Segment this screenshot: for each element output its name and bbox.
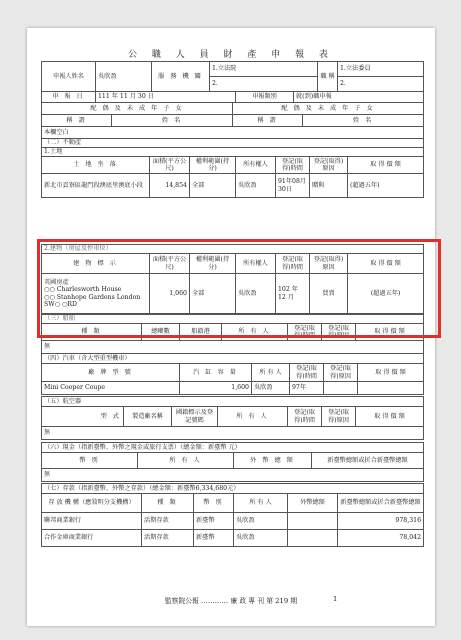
land-col-reason: 登記(取得)原因 bbox=[310, 157, 348, 174]
deposit-foreign bbox=[288, 530, 338, 547]
spouse-col-relation-2: 稱 謂 bbox=[233, 115, 303, 127]
deposits-table bbox=[41, 483, 424, 547]
cash-col-currency: 幣 別 bbox=[42, 453, 138, 469]
spouse-table bbox=[41, 102, 424, 139]
footer-text: 監察院公報 ………… 廉 政 專 刊 第 219 期 bbox=[164, 597, 298, 605]
cash-section: （六）現金（指新臺幣、外幣之現金或旅行支票）（總金額：新臺幣 元） bbox=[42, 443, 424, 453]
vehicles-col-reason: 登記(取得)原因 bbox=[324, 364, 358, 382]
spouse-col-name: 姓 名 bbox=[112, 115, 233, 127]
header-table bbox=[41, 61, 424, 92]
type-label: 申報類別 bbox=[236, 92, 294, 103]
vehicle-owner: 吳欣盈 bbox=[252, 382, 290, 395]
aircraft-col-time: 登記(取得)時間 bbox=[288, 407, 322, 427]
building-col-area: 面積(平方公尺) bbox=[150, 254, 190, 274]
building-section: 2.建物（房屋及停車位） bbox=[42, 245, 424, 254]
aircraft-section: （五）航空器 bbox=[42, 397, 424, 407]
land-location: 新北市貢寮區龍門段澳底里澳底小段 bbox=[42, 174, 150, 198]
land-time: 91年08月30日 bbox=[276, 174, 310, 198]
deposit-foreign bbox=[288, 513, 338, 530]
vessels-table bbox=[41, 314, 424, 354]
vehicle-model: Mini Cooper Coupe bbox=[42, 382, 180, 395]
aircraft-col-owner: 所 有 人 bbox=[218, 407, 288, 427]
vessels-col-type: 種 類 bbox=[42, 324, 142, 341]
vehicles-col-time: 登記(取得)時間 bbox=[290, 364, 324, 382]
land-col-location: 土 地 坐 落 bbox=[42, 157, 150, 174]
deposit-currency: 新臺幣 bbox=[194, 530, 234, 547]
vessels-none: 無 bbox=[42, 341, 424, 354]
vessels-col-owner: 所 有 人 bbox=[222, 324, 288, 341]
vessels-section: （三）船舶 bbox=[42, 315, 424, 324]
declarant-label: 申報人姓名 bbox=[42, 62, 96, 92]
aircraft-none: 無 bbox=[42, 427, 424, 440]
spouse-blank-note: 本欄空白 bbox=[42, 127, 424, 139]
declarant-name: 吳欣盈 bbox=[96, 62, 152, 92]
deposits-section: （七）存款（指新臺幣、外幣之存款）（總金額：新臺幣6,334,680元） bbox=[42, 484, 424, 494]
vessels-col-tonnage: 總噸數 bbox=[142, 324, 180, 341]
building-col-reason: 登記(取得)原因 bbox=[310, 254, 348, 274]
type-value: 就(到)職申報 bbox=[294, 92, 424, 103]
building-line-1: 英國房產 bbox=[44, 278, 69, 286]
vehicle-time: 97年 bbox=[290, 382, 324, 395]
deposit-kind: 活期存款 bbox=[142, 513, 194, 530]
building-col-price: 取 得 價 額 bbox=[348, 254, 424, 274]
building-line-4: SW○ ○RD bbox=[44, 300, 77, 308]
date-label: 申 報 日 bbox=[42, 92, 96, 103]
deposits-col-bank: 存 放 機 構（應敘明分支機構） bbox=[42, 494, 142, 513]
building-line-3: ○○ Stanhope Gardens London bbox=[44, 293, 141, 301]
vehicle-reason bbox=[324, 382, 358, 395]
land-share: 全部 bbox=[190, 174, 236, 198]
page-footer bbox=[27, 595, 435, 605]
title-1: 1.立法委員 bbox=[338, 62, 424, 77]
vessels-col-time: 登記(取得)時間 bbox=[288, 324, 322, 341]
vehicles-col-cc: 汽 缸 容 量 bbox=[180, 364, 252, 382]
deposit-twd: 78,042 bbox=[338, 530, 424, 547]
land-owner: 吳欣盈 bbox=[236, 174, 276, 198]
document-page bbox=[27, 28, 435, 626]
land-col-owner: 所有權人 bbox=[236, 157, 276, 174]
deposits-col-kind: 種 類 bbox=[142, 494, 194, 513]
spouse-title-left: 配 偶 及 未 成 年 子 女 bbox=[42, 103, 233, 115]
building-col-label: 建 物 標 示 bbox=[42, 254, 150, 274]
cash-col-owner: 所 有 人 bbox=[138, 453, 234, 469]
land-col-share: 權利範圍(持分) bbox=[190, 157, 236, 174]
building-time: 102 年 12 月 bbox=[276, 274, 310, 314]
vehicle-price bbox=[358, 382, 424, 395]
land-section: 1.土地 bbox=[42, 148, 424, 157]
land-table bbox=[41, 138, 424, 198]
aircraft-col-type: 型 式 bbox=[42, 407, 124, 427]
spouse-col-relation: 稱 謂 bbox=[42, 115, 112, 127]
date-value: 111 年 11 月 30 日 bbox=[96, 92, 236, 103]
land-col-area: 面積(平方公尺) bbox=[150, 157, 190, 174]
building-owner: 吳欣盈 bbox=[236, 274, 276, 314]
building-line-2: ○○ Charlesworth House bbox=[44, 286, 122, 294]
vessels-col-port: 船籍港 bbox=[180, 324, 222, 341]
aircraft-col-price: 取 得 價 額 bbox=[356, 407, 424, 427]
agency-2: 2. bbox=[210, 77, 318, 92]
deposit-currency: 新臺幣 bbox=[194, 513, 234, 530]
building-share: 全部 bbox=[190, 274, 236, 314]
deposit-twd: 978,316 bbox=[338, 513, 424, 530]
land-price: (超過五年) bbox=[348, 174, 424, 198]
building-col-time: 登記(取得)時間 bbox=[276, 254, 310, 274]
land-col-price: 取 得 價 額 bbox=[348, 157, 424, 174]
table-row bbox=[42, 530, 424, 547]
deposit-kind: 活期存款 bbox=[142, 530, 194, 547]
vehicle-cc: 1,600 bbox=[180, 382, 252, 395]
vehicles-col-price: 取 得 價 額 bbox=[358, 364, 424, 382]
deposit-bank: 聯邦商業銀行 bbox=[42, 513, 142, 530]
table-row bbox=[42, 513, 424, 530]
building-col-share: 權利範圍(持分) bbox=[190, 254, 236, 274]
deposits-col-foreign: 外幣總額 bbox=[288, 494, 338, 513]
aircraft-col-reason: 登記(取得)原因 bbox=[322, 407, 356, 427]
vehicles-col-owner: 所 有 人 bbox=[252, 364, 290, 382]
aircraft-col-reg: 國籍標示及登記號碼 bbox=[172, 407, 218, 427]
cash-none: 無 bbox=[42, 469, 424, 482]
deposits-col-owner: 所 有 人 bbox=[234, 494, 288, 513]
vehicles-section: （四）汽車（含大型重型機車） bbox=[42, 354, 424, 364]
title-label: 職 稱 bbox=[318, 62, 338, 92]
deposit-owner: 吳欣盈 bbox=[234, 513, 288, 530]
deposit-bank: 合作金庫商業銀行 bbox=[42, 530, 142, 547]
vehicles-table bbox=[41, 353, 424, 395]
vessels-col-price: 取 得 價 額 bbox=[356, 324, 424, 341]
building-table bbox=[41, 244, 424, 314]
land-col-time: 登記(取得)時間 bbox=[276, 157, 310, 174]
deposits-col-currency: 幣 別 bbox=[194, 494, 234, 513]
building-col-owner: 所有權人 bbox=[236, 254, 276, 274]
building-area: 1,060 bbox=[150, 274, 190, 314]
land-reason: 贈與 bbox=[310, 174, 348, 198]
vessels-col-reason: 登記(取得)原因 bbox=[322, 324, 356, 341]
real-estate-section: （二）不動產 bbox=[42, 139, 424, 148]
form-title: 公 職 人 員 財 產 申 報 表 bbox=[128, 50, 334, 60]
deposits-col-twd: 新臺幣總額或折合新臺幣總額 bbox=[338, 494, 424, 513]
cash-col-foreign: 外 幣 總 額 bbox=[234, 453, 312, 469]
vehicles-col-model: 廠 牌 型 號 bbox=[42, 364, 180, 382]
building-address bbox=[42, 274, 150, 314]
page-number: 1 bbox=[333, 595, 338, 603]
cash-col-twd: 新臺幣總額或折合新臺幣總額 bbox=[312, 453, 424, 469]
spouse-col-name-2: 姓 名 bbox=[303, 115, 424, 127]
aircraft-table bbox=[41, 396, 424, 440]
building-reason: 買賣 bbox=[310, 274, 348, 314]
title-2: 2. bbox=[338, 77, 424, 92]
cash-table bbox=[41, 442, 424, 482]
agency-label: 服 務 機 關 bbox=[152, 62, 210, 92]
spouse-title-right: 配 偶 及 未 成 年 子 女 bbox=[233, 103, 424, 115]
deposit-owner: 吳欣盈 bbox=[234, 530, 288, 547]
aircraft-col-maker: 製造廠名稱 bbox=[124, 407, 172, 427]
building-price: (超過五年) bbox=[348, 274, 424, 314]
agency-1: 1.立法院 bbox=[210, 62, 318, 77]
land-area: 14,854 bbox=[150, 174, 190, 198]
